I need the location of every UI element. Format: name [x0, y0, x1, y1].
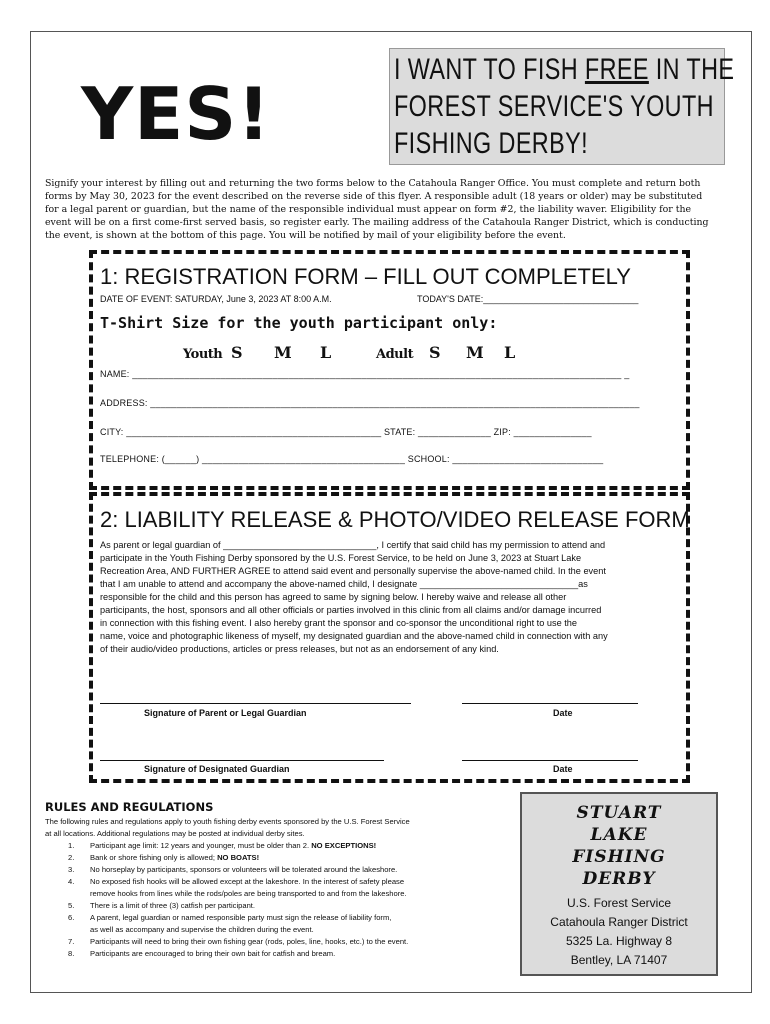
rules-title: RULES AND REGULATIONS	[45, 800, 214, 814]
adult-size-s[interactable]: S	[429, 343, 441, 362]
adult-size-m[interactable]: M	[466, 343, 484, 362]
address-line: U.S. Forest Service	[566, 896, 672, 910]
rule-number: 3.	[68, 865, 75, 874]
designated-signature-line[interactable]	[100, 760, 384, 761]
rules-intro-line: at all locations. Additional regulations may be posted at individual derby sites.	[45, 829, 305, 838]
rule-text: No horseplay by participants, sponsors or volunteers will be tolerated around the lakeshore.	[90, 865, 398, 874]
intro-line: the event, is shown at the bottom of this page. You will be notified by mail of your eligibility before the event.	[45, 230, 566, 241]
rule-item	[45, 876, 515, 888]
mailing-address	[522, 894, 716, 970]
rule-item	[45, 900, 515, 912]
rule-number: 6.	[68, 913, 75, 922]
title-line-2: FOREST SERVICE'S YOUTH	[394, 90, 714, 123]
rule-emphasis: NO BOATS!	[217, 853, 260, 862]
liability-line: participants, the host, sponsors and all other officials or parties involved in this clinic from all claims and/or damage incurred	[100, 605, 602, 615]
date-line-1[interactable]	[462, 703, 638, 704]
title-line-3: FISHING DERBY!	[394, 127, 588, 160]
address-line: Bentley, LA 71407	[570, 953, 668, 967]
title-line-1	[394, 51, 735, 88]
registration-form-title: 1: REGISTRATION FORM – FILL OUT COMPLETELY	[100, 264, 631, 289]
liability-line: of their audio/video productions, articles or press releases, but not as an endorsement of any kind.	[100, 644, 499, 654]
rule-text: Bank or shore fishing only is allowed;	[90, 853, 218, 862]
title-line-1-post: IN THE	[648, 53, 735, 86]
rules-list	[45, 840, 515, 960]
title-line-1-pre: I WANT TO FISH	[394, 53, 585, 86]
todays-date-field[interactable]: TODAY'S DATE:_______________________________	[417, 294, 639, 304]
intro-line: Signify your interest by filling out and returning the two forms below to the Catahoula Ranger Office. You must complete and return both	[45, 178, 701, 189]
name-field[interactable]: NAME: ______________________________________________________________________________________________ _	[100, 369, 630, 379]
youth-size-m[interactable]: M	[274, 343, 292, 362]
rule-text: Participants will need to bring their own fishing gear (rods, poles, line, hooks, etc.) to the event.	[90, 937, 409, 946]
rule-text: as well as accompany and supervise the children during the event.	[90, 925, 314, 934]
rules-text	[45, 816, 515, 960]
rules-intro-line: The following rules and regulations apply to youth fishing derby events sponsored by the U.S. Forest Service	[45, 817, 410, 826]
liability-form-title: 2: LIABILITY RELEASE & PHOTO/VIDEO RELEASE FORM	[100, 507, 690, 532]
rule-number: 7.	[68, 937, 75, 946]
rule-number: 5.	[68, 901, 75, 910]
logo-line: DERBY	[582, 869, 656, 889]
adult-size-l[interactable]: L	[504, 343, 516, 362]
parent-signature-label: Signature of Parent or Legal Guardian	[144, 708, 307, 718]
rule-number: 8.	[68, 949, 75, 958]
rule-text: Participants are encouraged to bring their own bait for catfish and bream.	[90, 949, 336, 958]
rule-text: A parent, legal guardian or named responsible party must sign the release of liability form,	[90, 913, 392, 922]
rule-item	[45, 948, 515, 960]
stuart-lake-logo	[522, 802, 716, 890]
logo-line: LAKE	[590, 825, 648, 845]
liability-line: participate in the Youth Fishing Derby sponsored by the U.S. Forest Service, to be held on June 3, 2023 at Stuart Lake	[100, 553, 582, 563]
address-line: Catahoula Ranger District	[550, 915, 688, 929]
logo-line: STUART	[576, 803, 662, 823]
rule-emphasis: NO EXCEPTIONS!	[311, 841, 377, 850]
date-of-event: DATE OF EVENT: SATURDAY, June 3, 2023 AT 8:00 A.M.	[100, 294, 332, 304]
adult-label: Adult	[376, 347, 414, 362]
youth-size-s[interactable]: S	[231, 343, 243, 362]
rule-item	[45, 852, 515, 864]
intro-line: forms by May 30, 2023 for the event described on the reverse side of this flyer. A responsible adult (18 years or older) may be substituted	[45, 191, 703, 202]
liability-text	[100, 539, 690, 656]
intro-line: for a legal parent or guardian, but the name of the responsible individual must appear on form #2, the liability waver. Eligibility for the	[45, 204, 692, 215]
rule-text: No exposed fish hooks will be allowed except at the lakeshore. In the interest of safety please	[90, 877, 405, 886]
logo-line: FISHING	[572, 847, 666, 867]
address-field[interactable]: ADDRESS: ______________________________________________________________________________________________	[100, 398, 640, 408]
date-line-2[interactable]	[462, 760, 638, 761]
rule-text: Participant age limit: 12 years and younger, must be older than 2.	[90, 841, 312, 850]
yes-heading: YES!	[81, 72, 272, 156]
liability-line: Recreation Area, AND FURTHER AGREE to attend said event and personally supervise the above-named child. In the event	[100, 566, 606, 576]
liability-line: responsible for the child and this person has agreed to same by signing below. I hereby waive and release all other	[100, 592, 567, 602]
tshirt-size-label: T-Shirt Size for the youth participant only:	[100, 314, 498, 332]
intro-line: event will be on a first come-first served basis, so register early. The mailing address of the Catahoula Ranger District, which is conducting	[45, 217, 709, 228]
designated-signature-label: Signature of Designated Guardian	[144, 764, 290, 774]
telephone-school-field[interactable]: TELEPHONE: (______) _______________________________________ SCHOOL: _____________________________	[100, 454, 604, 464]
intro-paragraph	[45, 177, 739, 242]
date-label-1: Date	[553, 708, 573, 718]
rule-number: 2.	[68, 853, 75, 862]
liability-line: that I am unable to attend and accompany the above-named child, I designate _______________________________as	[100, 579, 588, 589]
date-label-2: Date	[553, 764, 573, 774]
liability-line: name, voice and photographic likeness of myself, my designated guardian and the above-named child in connection with any	[100, 631, 608, 641]
liability-line: in connection with this fishing event. I also hereby grant the sponsor and co-sponsor the unconditional right to use the	[100, 618, 578, 628]
rule-number: 4.	[68, 877, 75, 886]
info-box	[520, 792, 718, 976]
rule-text: There is a limit of three (3) catfish per participant.	[90, 901, 256, 910]
title-box	[389, 48, 735, 165]
youth-label: Youth	[183, 347, 223, 362]
rule-number: 1.	[68, 841, 75, 850]
city-state-zip-field[interactable]: CITY: _________________________________________________ STATE: ______________ ZIP: _______________	[100, 427, 592, 437]
rule-item	[45, 864, 515, 876]
flyer-page	[30, 31, 752, 993]
rule-item	[45, 924, 515, 936]
rule-item	[45, 840, 515, 852]
parent-signature-line[interactable]	[100, 703, 411, 704]
rule-item	[45, 888, 515, 900]
address-line: 5325 La. Highway 8	[565, 934, 673, 948]
rule-item	[45, 912, 515, 924]
rule-item	[45, 936, 515, 948]
rule-text: remove hooks from lines while the rods/poles are being transported to and from the lakeshore.	[90, 889, 407, 898]
title-free-word: FREE	[584, 53, 649, 86]
youth-size-l[interactable]: L	[320, 343, 332, 362]
liability-line: As parent or legal guardian of ______________________________, I certify that said child has my permission to attend and	[100, 540, 606, 550]
